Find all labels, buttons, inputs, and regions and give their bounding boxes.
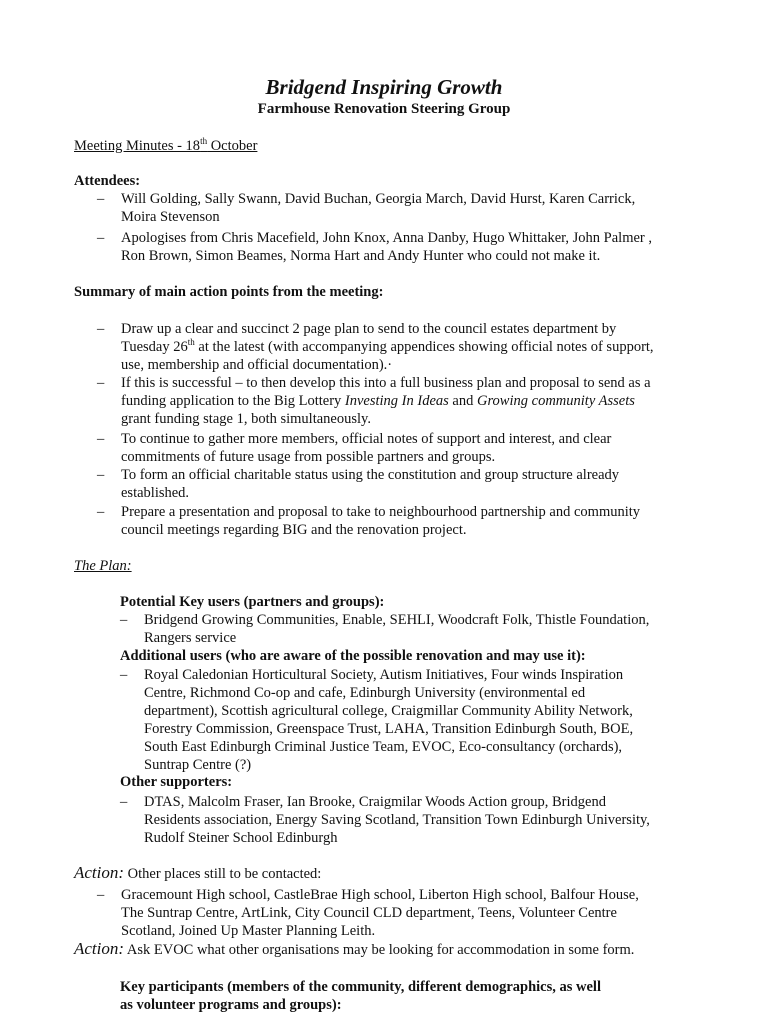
action-point-line: council meetings regarding BIG and the renovation project. — [121, 522, 467, 538]
other-supporters-heading: Other supporters: — [120, 774, 233, 790]
action-point-line: Prepare a presentation and proposal to take to neighbourhood partnership and community — [121, 504, 641, 520]
bullet-dash: – — [97, 191, 105, 207]
list-line: department), Scottish agricultural college, Craigmillar Community Ability Network, — [144, 703, 633, 719]
apologies-line: Apologises from Chris Macefield, John Knox, Anna Danby, Hugo Whittaker, John Palmer , — [121, 230, 653, 246]
action-point-line: commitments of future usage from possible partners and groups. — [121, 449, 496, 465]
list-line: Forestry Commission, Greenspace Trust, LAHA, Transition Edinburgh South, BOE, — [144, 721, 634, 737]
action-text: Other places still to be contacted: — [124, 866, 322, 882]
action-point-line: use, membership and official documentation).· — [121, 357, 393, 373]
action-text: Ask EVOC what other organisations may be looking for accommodation in some form. — [124, 942, 635, 958]
text-run: and — [448, 393, 477, 409]
action-point-line: If this is successful – to then develop this into a full business plan and proposal to send as a — [121, 375, 651, 391]
bullet-dash: – — [97, 375, 105, 391]
action-point-line: established. — [121, 485, 190, 501]
bullet-dash: – — [97, 230, 105, 246]
list-line: Rudolf Steiner School Edinburgh — [144, 830, 338, 846]
bullet-dash: – — [97, 321, 105, 337]
action-point-line — [121, 338, 654, 356]
text-run: Tuesday 26 — [121, 339, 188, 355]
plan-heading: The Plan: — [74, 558, 132, 574]
bullet-dash: – — [97, 504, 105, 520]
list-line: Bridgend Growing Communities, Enable, SEHLI, Woodcraft Folk, Thistle Foundation, — [144, 612, 650, 628]
summary-heading: Summary of main action points from the meeting: — [74, 284, 384, 300]
bullet-dash: – — [97, 467, 105, 483]
list-line: Scotland, Joined Up Master Planning Leith. — [121, 923, 376, 939]
list-line: The Suntrap Centre, ArtLink, City Council CLD department, Teens, Volunteer Centre — [121, 905, 617, 921]
text-run: at the latest (with accompanying appendices showing official notes of support, — [194, 339, 654, 355]
apologies-line: Ron Brown, Simon Beames, Norma Hart and Andy Hunter who could not make it. — [121, 248, 601, 264]
list-line: Royal Caledonian Horticultural Society, Autism Initiatives, Four winds Inspiration — [144, 667, 624, 683]
program-name: Investing In Ideas — [344, 393, 449, 409]
program-name: Growing community Assets — [476, 393, 635, 409]
bullet-dash: – — [120, 612, 128, 628]
date-suffix: th — [187, 337, 195, 347]
key-users-heading: Potential Key users (partners and groups): — [120, 594, 385, 610]
action-point-line: grant funding stage 1, both simultaneously. — [121, 411, 371, 427]
meeting-month: October — [207, 138, 258, 154]
meeting-date-suffix: th — [200, 136, 208, 146]
text-run: funding application to the Big Lottery — [121, 393, 345, 409]
list-line: Residents association, Energy Saving Scotland, Transition Town Edinburgh University, — [144, 812, 650, 828]
list-line: Centre, Richmond Co-op and cafe, Edinburgh University (environmental ed — [144, 685, 586, 701]
list-line: Rangers service — [144, 630, 237, 646]
meeting-label: Meeting Minutes - 18 — [74, 138, 201, 154]
additional-users-heading: Additional users (who are aware of the possible renovation and may use it): — [120, 648, 586, 664]
action-item — [74, 940, 634, 959]
key-participants-heading — [120, 978, 601, 1014]
action-point-line — [121, 392, 651, 410]
list-line: DTAS, Malcolm Fraser, Ian Brooke, Craigmilar Woods Action group, Bridgend — [144, 794, 606, 810]
heading-line: as volunteer programs and groups): — [120, 997, 342, 1013]
action-point-line: Draw up a clear and succinct 2 page plan to send to the council estates department by — [121, 321, 617, 337]
attendees-line: Moira Stevenson — [121, 209, 220, 225]
action-point-line: To continue to gather more members, official notes of support and interest, and clear — [121, 431, 612, 447]
bullet-dash: – — [97, 887, 105, 903]
heading-line: Key participants (members of the community, different demographics, as well — [120, 979, 601, 995]
list-line: South East Edinburgh Criminal Justice Team, EVOC, Eco-consultancy (orchards), — [144, 739, 623, 755]
action-item — [74, 864, 321, 883]
bullet-dash: – — [120, 667, 128, 683]
document-subtitle: Farmhouse Renovation Steering Group — [257, 101, 511, 117]
attendees-heading: Attendees: — [74, 173, 141, 189]
bullet-dash: – — [97, 431, 105, 447]
bullet-dash: – — [120, 794, 128, 810]
list-line: Gracemount High school, CastleBrae High school, Liberton High school, Balfour House, — [121, 887, 639, 903]
document-title: Bridgend Inspiring Growth — [265, 75, 503, 99]
list-line: Suntrap Centre (?) — [144, 757, 252, 773]
action-label: Action: — [74, 863, 125, 882]
attendees-line: Will Golding, Sally Swann, David Buchan, Georgia March, David Hurst, Karen Carrick, — [121, 191, 636, 207]
meeting-minutes-heading — [74, 137, 257, 155]
action-label: Action: — [74, 939, 125, 958]
action-point-line: To form an official charitable status using the constitution and group structure already — [121, 467, 620, 483]
